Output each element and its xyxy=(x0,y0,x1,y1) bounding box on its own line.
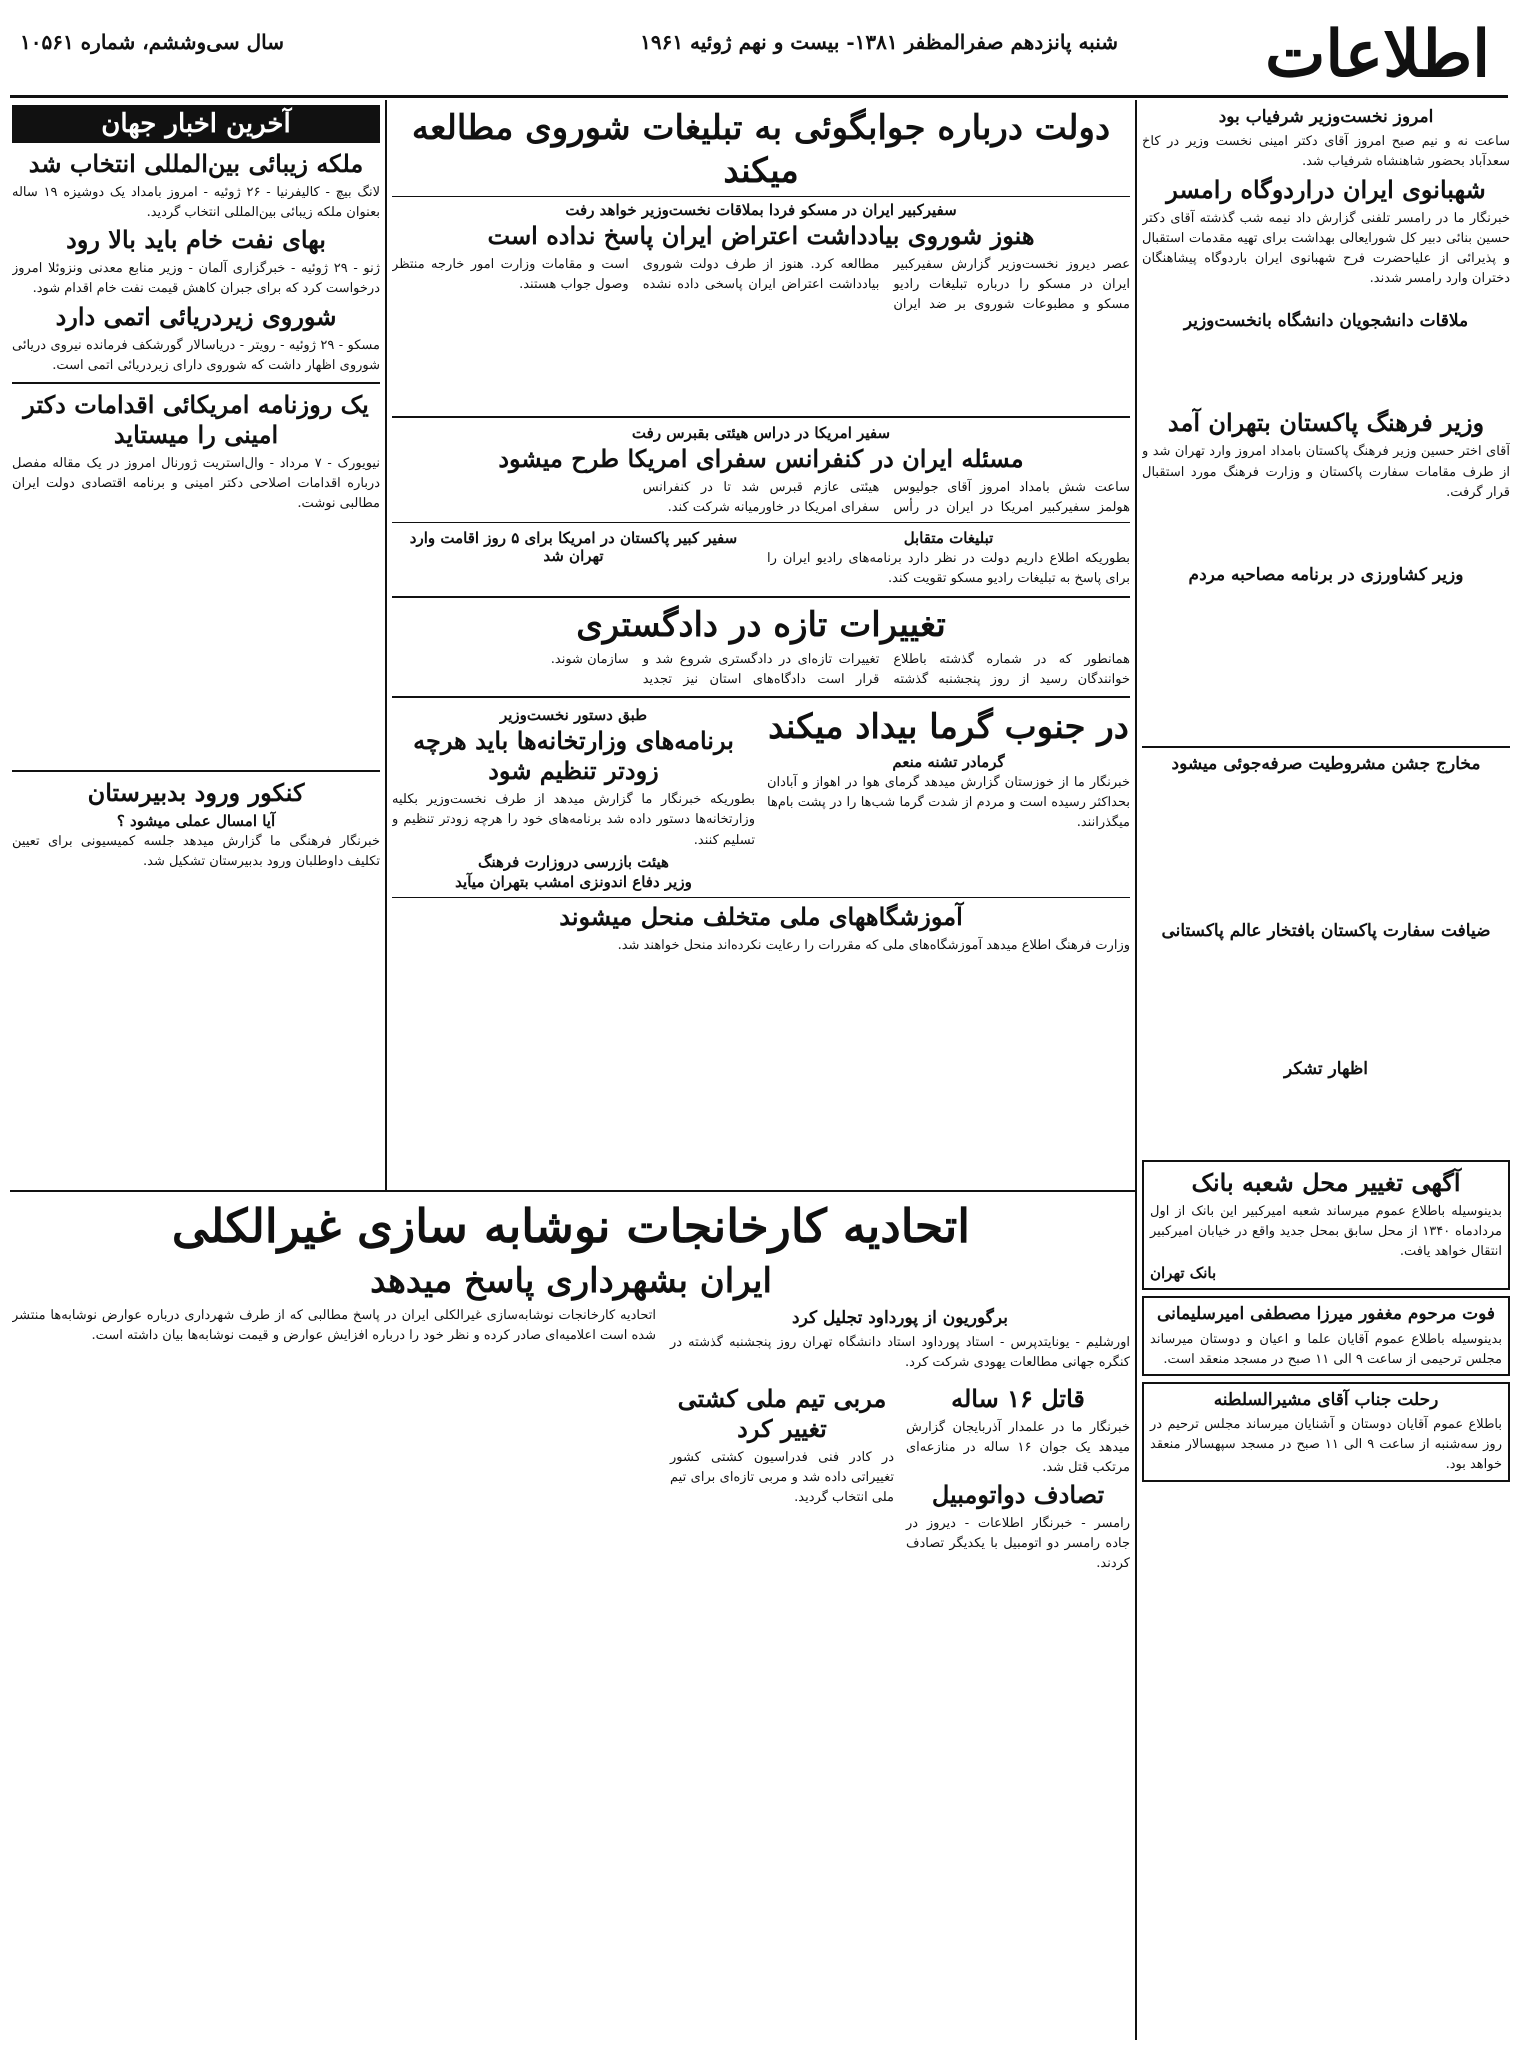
text-block xyxy=(1142,590,1510,740)
article-body: خبرنگار ما در رامسر تلفنی گزارش داد نیمه شب گذشته آقای دکتر حسین بنائی دبیر کل شورایعالی بهداشت برای تهیه مقدمات استقبال و پذیرائی از علیاحضرت فرح شهبانوی ایران باردوگاه پیشاهنگان دختران وارد رامسر شدند. xyxy=(1142,210,1510,286)
notice-body: بدینوسیله باطلاع عموم آقایان علما و اعیان و دوستان میرساند مجلس ترحیمی از ساعت ۹ الی ۱۱ صبح در مسجد منعقد است. xyxy=(1150,1331,1502,1367)
article-body: بطوریکه خبرنگار ما گزارش میدهد از طرف نخست‌وزیر بکلیه وزارتخانه‌ها دستور داده شد برنامه‌های خود را هرچه زودتر تنظیم و تسلیم کنند. xyxy=(392,792,755,848)
article-body: ساعت شش بامداد امروز آقای جولیوس هولمز سفیرکبیر امریکا در ایران در رأس هیئتی عازم قبرس شد تا در کنفرانس سفرای امریکا در خاورمیانه شرکت کند. xyxy=(642,480,1130,516)
article-body: خبرنگار ما در علمدار آذربایجان گزارش میدهد یک جوان ۱۶ ساله در منازعه‌ای مرتکب قتل شد. xyxy=(906,1419,1130,1475)
text-block xyxy=(1142,336,1510,406)
article-body: در کادر فنی فدراسیون کشتی کشور تغییراتی داده شد و مربی تازه‌ای برای تیم ملی انتخاب گردید. xyxy=(670,1449,894,1505)
article-body: اتحادیه کارخانجات نوشابه‌سازی غیرالکلی ایران در پاسخ مطالبی که از طرف شهرداری درباره عوارض نوشابه‌ها منتشر شده است اعلامیه‌ای صادر کرده و نظر خود را درباره افزایش عوارض و قیمت نوشابه‌ها بیان داشته است. xyxy=(12,1308,656,1344)
headline: امروز نخست‌وزیر شرفیاب بود xyxy=(1218,107,1434,127)
lead-story xyxy=(392,105,1130,405)
headline: بهای نفت خام باید بالا رود xyxy=(66,225,326,255)
kicker: هیئت بازرسی دروزارت فرهنگ xyxy=(478,852,669,871)
headline: برگوریون از پورداود تجلیل کرد xyxy=(792,1308,1008,1328)
article-body: نیویورک - ۷ مرداد - وال‌استریت ژورنال امروز در یک مقاله مفصل درباره اقدامات اصلاحی دکتر امینی و برنامه اقتصادی دولت ایران مطالبی نوشت. xyxy=(12,455,380,512)
center-stories xyxy=(392,410,1130,1190)
headline: رحلت جناب آقای مشیرالسلطنه xyxy=(1213,1389,1439,1410)
story xyxy=(670,1306,1130,1574)
text-block xyxy=(12,514,380,764)
headline: تصادف دواتومبیل xyxy=(931,1479,1105,1509)
headline: مخارج جشن مشروطیت صرفه‌جوئی میشود xyxy=(1171,754,1481,775)
article-body xyxy=(1142,289,1510,309)
headline: آموزشگاههای ملی متخلف منحل میشوند xyxy=(559,901,963,931)
right-column xyxy=(1142,105,1510,2040)
headline: تغییرات تازه در دادگستری xyxy=(576,604,946,645)
story xyxy=(392,527,755,589)
article-body: خبرنگار فرهنگی ما گزارش میدهد جلسه کمیسیونی برای تعیین تکلیف داوطلبان ورود بدبیرستان تشکیل شد. xyxy=(12,834,380,870)
headline: ملکه زیبائی بین‌المللی انتخاب شد xyxy=(28,149,364,178)
kicker: آیا امسال عملی میشود ؟ xyxy=(116,812,276,831)
kicker: طبق دستور نخست‌وزیر xyxy=(499,706,648,725)
article-body: وزارت فرهنگ اطلاع میدهد آموزشگاه‌های ملی که مقررات را رعایت نکرده‌اند منحل خواهند شد. xyxy=(617,937,1130,953)
headline: مسئله ایران در کنفرانس سفرای امریکا طرح میشود xyxy=(498,444,1024,473)
lead-subheadline: سفیرکبیر ایران در مسکو فردا بملاقات نخست‌وزیر خواهد رفت xyxy=(565,201,957,219)
headline: شهبانوی ایران دراردوگاه رامسر xyxy=(1166,174,1486,204)
lead-body: عصر دیروز نخست‌وزیر گزارش سفیرکبیر ایران در مسکو را درباره تبلیغات رادیو مسکو و مطبوعات شوروی بر ضد ایران مطالعه کرد. هنوز از طرف دولت شوروی بیادداشت اعتراض ایران پاسخی داده نشده است و مقامات وزارت امور خارجه منتظر وصول جواب هستند. xyxy=(392,257,1130,313)
article-body: ژنو - ۲۹ ژوئیه - خبرگزاری آلمان - وزیر منابع معدنی ونزوئلا امروز درخواست کرد که برای جبران کاهش قیمت نفت خام اقدام شود. xyxy=(12,261,380,297)
story xyxy=(12,1306,656,1574)
column-rule xyxy=(1135,100,1137,1190)
dateline: شنبه پانزدهم صفرالمظفر ۱۳۸۱- بیست و نهم ژوئیه ۱۹۶۱ xyxy=(640,30,1118,54)
article-body: آقای اختر حسین وزیر فرهنگ پاکستان بامداد امروز وارد تهران شد و از طرف مقامات سفارت پاکستان و وزارت فرهنگ مورد استقبال قرار گرفت. xyxy=(1142,444,1510,500)
notice-body: بدینوسیله باطلاع عموم میرساند شعبه امیرکبیر این بانک از اول مردادماه ۱۳۴۰ از محل سابق بمحل جدید واقع در خیابان امیرکبیر انتقال خواهد یافت. xyxy=(1150,1203,1503,1260)
obituary-notice xyxy=(1142,1296,1510,1376)
text-block xyxy=(1142,1084,1510,1154)
divider xyxy=(392,696,1130,698)
headline: فوت مرحوم مغفور میرزا مصطفی امیرسلیمانی xyxy=(1156,1304,1496,1325)
lead-subheadline: هنوز شوروی بیادداشت اعتراض ایران پاسخ نداده است xyxy=(487,221,1035,250)
headline: مربی تیم ملی کشتی تغییر کرد xyxy=(677,1383,887,1443)
notice-signature: بانک تهران xyxy=(1150,1264,1217,1283)
article-body: خبرنگار ما از خوزستان گزارش میدهد گرمای هوا در اهواز و آبادان بحداکثر رسیده است و مردم از شدت گرما شب‌ها را در پشت بام‌ها میگذرانند. xyxy=(767,774,1130,831)
divider xyxy=(392,596,1130,598)
story xyxy=(767,704,1130,892)
divider xyxy=(392,416,1130,418)
article-body: ساعت نه و نیم صبح امروز آقای دکتر امینی نخست وزیر در کاخ سعدآباد بحضور شاهنشاه شرفیاب شد. xyxy=(1142,134,1510,170)
issue-number: سال سی‌وششم، شماره ۱۰۵۶۱ xyxy=(20,30,284,54)
text-block xyxy=(1142,503,1510,563)
notice-body: باطلاع عموم آقایان دوستان و آشنایان میرساند مجلس ترحیم در روز سه‌شنبه از ساعت ۹ الی ۱۱ صبح در مسجد سپهسالار منعقد خواهد بود. xyxy=(1150,1417,1502,1473)
headline: وزیر فرهنگ پاکستان بتهران آمد xyxy=(1167,408,1485,438)
story xyxy=(670,1382,894,1575)
text-block xyxy=(1142,947,1510,1057)
world-news-box-title: آخرین اخبار جهان xyxy=(12,105,380,143)
bottom-headline: اتحادیه کارخانجات نوشابه سازی غیرالکلی xyxy=(171,1199,971,1253)
story-row xyxy=(392,704,1130,892)
kicker: سفیر کبیر پاکستان در امریکا برای ۵ روز اقامت وارد تهران شد xyxy=(409,529,738,566)
headline: وزیر کشاورزی در برنامه مصاحبه مردم xyxy=(1188,564,1464,585)
masthead-rule xyxy=(10,95,1508,98)
article-body: مسکو - ۲۹ ژوئیه - رویتر - دریاسالار گورشکف فرمانده نیروی دریائی شوروی اظهار داشت که شوروی دارای زیردریائی اتمی است. xyxy=(12,337,380,373)
headline: در جنوب گرما بیداد میکند xyxy=(768,707,1129,748)
article-body: رامسر - خبرنگار اطلاعات - دیروز در جاده رامسر دو اتومبیل با یکدیگر تصادف کردند. xyxy=(906,1515,1130,1572)
article-body: اورشلیم - یونایتدپرس - استاد پورداود استاد دانشگاه تهران روز پنجشنبه گذشته در کنگره جهانی مطالعات یهودی شرکت کرد. xyxy=(670,1335,1130,1371)
text-block xyxy=(1142,779,1510,919)
story xyxy=(906,1382,1130,1575)
article-body: لانگ بیچ - کالیفرنیا - ۲۶ ژوئیه - امروز بامداد یک دوشیزه ۱۹ ساله بعنوان ملکه زیبائی بین‌المللی انتخاب گردید. xyxy=(12,185,380,221)
headline: ضیافت سفارت پاکستان بافتخار عالم پاکستانی xyxy=(1161,921,1491,942)
left-column xyxy=(12,105,380,1185)
story-row xyxy=(392,527,1130,589)
story-row xyxy=(12,1306,1130,1574)
divider xyxy=(12,382,380,384)
divider xyxy=(12,770,380,772)
column-rule xyxy=(1135,1190,1137,2040)
masthead xyxy=(0,0,1518,95)
headline: یک روزنامه امریکائی اقدامات دکتر امینی را میستاید xyxy=(23,389,369,449)
headline: شوروی زیردریائی اتمی دارد xyxy=(55,301,337,331)
story-row xyxy=(670,1382,1130,1575)
headline: ملاقات دانشجویان دانشگاه بانخست‌وزیر xyxy=(1183,311,1469,332)
article-body: همانطور که در شماره گذشته باطلاع خوانندگان رسید از روز پنجشنبه گذشته تغییرات تازه‌ای در دادگستری شروع شد و قرار است دادگاه‌های استان نیز تجدید سازمان شوند. xyxy=(550,652,1130,688)
kicker: وزیر دفاع اندونزی امشب بتهران میآید xyxy=(455,872,692,891)
kicker: سفیر امریکا در دراس هیئتی بقبرس رفت xyxy=(631,424,891,442)
lead-headline: دولت درباره جوابگوئی به تبلیغات شوروی مطالعه میکند xyxy=(411,108,1111,191)
obituary-notice xyxy=(1142,1382,1510,1482)
kicker: گرمادر تشنه منعم xyxy=(892,752,1005,771)
kicker: تبلیغات متقابل xyxy=(903,529,994,548)
divider xyxy=(392,897,1130,898)
newspaper-logo: اطلاعات xyxy=(1265,17,1490,92)
section-rule xyxy=(10,1190,1135,1192)
story xyxy=(392,704,755,892)
divider xyxy=(1142,746,1510,748)
bank-notice xyxy=(1142,1160,1510,1290)
article-body: بطوریکه اطلاع داریم دولت در نظر دارد برنامه‌های رادیو ایران را برای پاسخ به تبلیغات رادیو مسکو تقویت کند. xyxy=(767,551,1130,587)
headline: اظهار تشکر xyxy=(1283,1058,1369,1079)
bottom-section xyxy=(12,1196,1130,2036)
headline: قاتل ۱۶ ساله xyxy=(951,1383,1085,1413)
divider xyxy=(392,196,1130,197)
headline: برنامه‌های وزارتخانه‌ها باید هرچه زودتر تنظیم شود xyxy=(413,726,734,786)
divider xyxy=(392,522,1130,523)
bottom-subheadline: ایران بشهرداری پاسخ میدهد xyxy=(370,1260,772,1301)
headline: کنکور ورود بدبیرستان xyxy=(87,778,305,808)
story xyxy=(767,527,1130,589)
column-rule xyxy=(385,100,387,1190)
headline: آگهی تغییر محل شعبه بانک xyxy=(1191,1167,1461,1197)
